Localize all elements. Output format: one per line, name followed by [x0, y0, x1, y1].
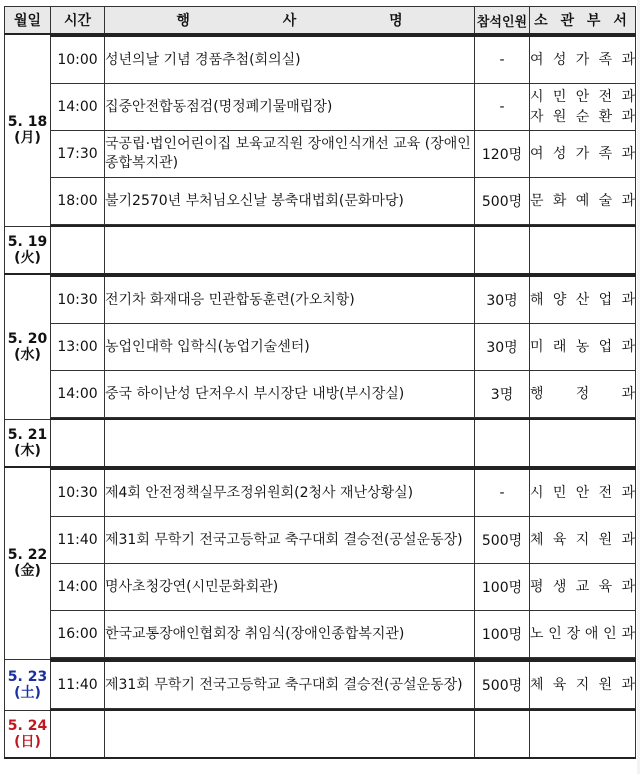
attendees-cell: 30명	[475, 324, 530, 371]
department-line: 행 정 과	[530, 386, 635, 402]
time-cell	[51, 419, 105, 467]
event-cell: 불기2570년 부처님오신날 봉축대법회(문화마당)	[105, 178, 475, 225]
date-label: 5. 22	[7, 547, 48, 564]
attendees-cell: -	[475, 36, 530, 84]
department-cell	[530, 371, 636, 418]
department-line: 자 원 순 환 과	[530, 109, 635, 125]
department-line: 노 인 장 애 인 과	[530, 626, 635, 642]
attendees-cell: 3명	[475, 371, 530, 418]
attendees-cell: 500명	[475, 661, 530, 709]
department-line: 평 생 교 육 과	[530, 579, 635, 595]
department-line: 여 성 가 족 과	[530, 146, 635, 162]
header-time: 시간	[51, 7, 105, 35]
weekday-label: (木)	[14, 442, 41, 459]
event-cell: 명사초청강연(시민문화회관)	[105, 564, 475, 611]
department-cell	[530, 84, 636, 131]
weekday-label: (土)	[14, 684, 41, 701]
department-line: 시 민 안 전 과	[530, 89, 635, 105]
event-cell: 농업인대학 입학식(농업기술센터)	[105, 324, 475, 371]
event-row	[5, 324, 636, 371]
weekday-label: (金)	[14, 563, 41, 580]
event-cell: 전기차 화재대응 민관합동훈련(가오치항)	[105, 276, 475, 324]
department-line: 시 민 안 전 과	[530, 485, 635, 501]
department-cell	[530, 131, 636, 178]
department-cell	[530, 517, 636, 564]
department-line: 여 성 가 족 과	[530, 52, 635, 68]
department-line: 미 래 농 업 과	[530, 339, 635, 355]
department-cell	[530, 226, 636, 274]
attendees-cell: 100명	[475, 564, 530, 611]
time-cell: 13:00	[51, 324, 105, 371]
event-cell: 성년의날 기념 경품추첨(회의실)	[105, 36, 475, 84]
schedule-body	[5, 34, 636, 758]
header-date: 월일	[5, 7, 51, 35]
attendees-cell: 500명	[475, 178, 530, 225]
department-cell	[530, 178, 636, 225]
department-line: 체 육 지 원 과	[530, 677, 635, 693]
event-cell	[105, 226, 475, 274]
time-cell: 14:00	[51, 84, 105, 131]
department-line: 해 양 산 업 과	[530, 292, 635, 308]
event-row	[5, 469, 636, 517]
time-cell: 17:30	[51, 131, 105, 178]
event-cell: 제31회 무학기 전국고등학교 축구대회 결승전(공설운동장)	[105, 517, 475, 564]
time-cell: 10:30	[51, 469, 105, 517]
department-cell	[530, 564, 636, 611]
time-cell: 11:40	[51, 517, 105, 564]
weekday-label: (水)	[14, 346, 41, 363]
event-row	[5, 517, 636, 564]
time-cell	[51, 710, 105, 758]
date-label: 5. 23	[7, 668, 48, 685]
date-cell	[5, 467, 51, 659]
department-cell	[530, 710, 636, 758]
event-cell: 제31회 무학기 전국고등학교 축구대회 결승전(공설운동장)	[105, 661, 475, 709]
date-label: 5. 18	[7, 114, 48, 131]
date-cell	[5, 419, 51, 467]
weekday-label: (火)	[14, 249, 41, 266]
attendees-cell: -	[475, 84, 530, 131]
event-cell: 중국 하이난성 단저우시 부시장단 내방(부시장실)	[105, 371, 475, 418]
schedule-table	[4, 6, 636, 759]
event-row	[5, 36, 636, 84]
attendees-cell	[475, 710, 530, 758]
event-cell: 제4회 안전정책실무조정위원회(2청사 재난상황실)	[105, 469, 475, 517]
date-cell	[5, 226, 51, 274]
time-cell: 11:40	[51, 661, 105, 709]
weekday-label: (日)	[14, 733, 41, 750]
attendees-cell: 500명	[475, 517, 530, 564]
date-label: 5. 20	[7, 330, 48, 347]
attendees-cell: 120명	[475, 131, 530, 178]
weekday-label: (月)	[14, 130, 41, 147]
day-row-empty	[5, 226, 636, 274]
date-cell	[5, 659, 51, 710]
date-cell	[5, 34, 51, 226]
event-row	[5, 661, 636, 709]
event-cell: 한국교통장애인협회장 취임식(장애인종합복지관)	[105, 611, 475, 658]
time-cell: 14:00	[51, 371, 105, 418]
date-label: 5. 19	[7, 233, 48, 250]
date-cell	[5, 710, 51, 758]
day-row-empty	[5, 710, 636, 758]
attendees-cell	[475, 226, 530, 274]
event-row	[5, 564, 636, 611]
department-cell	[530, 469, 636, 517]
event-row	[5, 131, 636, 178]
department-cell	[530, 276, 636, 324]
department-cell	[530, 36, 636, 84]
header-department: 소 관 부 서	[530, 7, 636, 35]
date-cell	[5, 274, 51, 419]
event-row	[5, 371, 636, 418]
time-cell: 18:00	[51, 178, 105, 225]
event-row	[5, 84, 636, 131]
time-cell: 16:00	[51, 611, 105, 658]
attendees-cell: -	[475, 469, 530, 517]
header-event: 행 사 명	[105, 7, 475, 35]
department-line: 체 육 지 원 과	[530, 532, 635, 548]
attendees-cell	[475, 419, 530, 467]
event-row	[5, 611, 636, 658]
header-row	[5, 7, 636, 35]
event-row	[5, 178, 636, 225]
date-label: 5. 21	[7, 426, 48, 443]
attendees-cell: 100명	[475, 611, 530, 658]
department-cell	[530, 661, 636, 709]
event-cell: 국공립·법인어린이집 보육교직원 장애인식개선 교육 (장애인종합복지관)	[105, 131, 475, 178]
department-cell	[530, 324, 636, 371]
event-cell: 집중안전합동점검(명정폐기물매립장)	[105, 84, 475, 131]
event-row	[5, 276, 636, 324]
date-label: 5. 24	[7, 717, 48, 734]
header-attendees: 참석인원	[475, 7, 530, 35]
attendees-cell: 30명	[475, 276, 530, 324]
department-cell	[530, 611, 636, 658]
time-cell	[51, 226, 105, 274]
time-cell: 14:00	[51, 564, 105, 611]
event-cell	[105, 710, 475, 758]
day-row-empty	[5, 419, 636, 467]
event-cell	[105, 419, 475, 467]
department-line: 문 화 예 술 과	[530, 193, 635, 209]
time-cell: 10:30	[51, 276, 105, 324]
time-cell: 10:00	[51, 36, 105, 84]
department-cell	[530, 419, 636, 467]
